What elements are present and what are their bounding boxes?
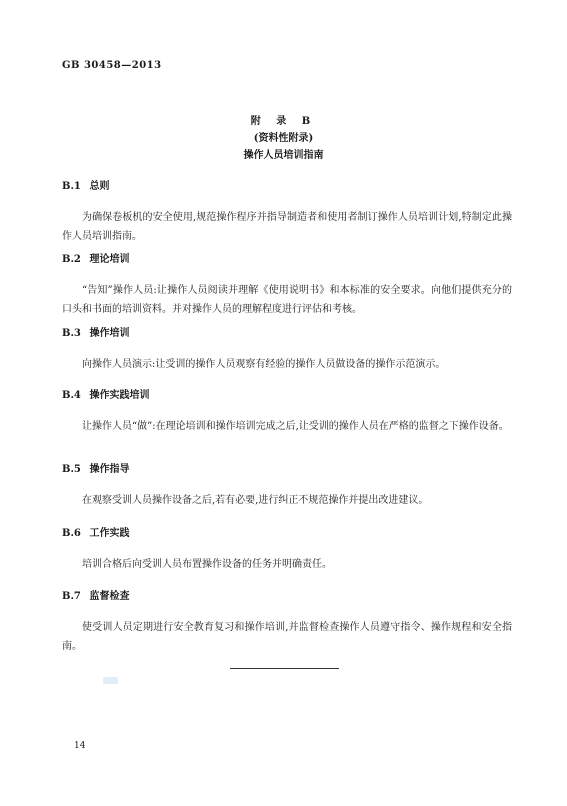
section-title: [62, 180, 512, 194]
section-number: B.5: [62, 464, 81, 475]
section-number: B.3: [62, 328, 81, 339]
section-b3: [62, 327, 512, 374]
section-body: “告知”操作人员:让操作人员阅读并理解《使用说明书》和本标准的安全要求。向他们提供充分的口头和书面的培训资料。并对操作人员的理解程度进行评估和考核。: [62, 285, 512, 315]
section-number: B.4: [62, 390, 81, 401]
end-rule: [230, 668, 339, 669]
section-number: B.7: [62, 591, 81, 602]
section-body: 使受训人员定期进行安全教育复习和操作培训,并监督检查操作人员遵守指令、操作规程和安全指南。: [62, 622, 512, 652]
appendix-heading: [0, 113, 567, 164]
section-title: [62, 527, 512, 541]
section-title-text: 工作实践: [89, 528, 130, 539]
section-body: 让操作人员“做”:在理论培训和操作培训完成之后,让受训的操作人员在严格的监督之下操作设备。: [82, 421, 509, 432]
section-b6: [62, 527, 512, 574]
section-title-text: 理论培训: [89, 254, 130, 265]
section-title-text: 监督检查: [89, 591, 130, 602]
standard-code: GB 30458—2013: [62, 60, 162, 71]
section-b7: [62, 590, 512, 656]
faint-stamp-mark: [103, 677, 118, 684]
section-title: [62, 327, 512, 341]
section-b5: [62, 463, 512, 510]
section-b2: [62, 253, 512, 319]
section-b4: [62, 389, 512, 436]
section-title: [62, 389, 512, 403]
section-title: [62, 463, 512, 477]
section-title-text: 操作实践培训: [89, 390, 150, 401]
section-title: [62, 253, 512, 267]
appendix-type: (资料性附录): [253, 133, 314, 144]
section-title-text: 总则: [89, 181, 110, 192]
page-number: 14: [74, 741, 86, 751]
section-number: B.2: [62, 254, 81, 265]
section-number: B.1: [62, 181, 81, 192]
appendix-label: 附 录 B: [250, 116, 317, 127]
section-title: [62, 590, 512, 604]
appendix-title: 操作人员培训指南: [243, 150, 324, 161]
section-title-text: 操作指导: [89, 464, 130, 475]
section-body: 为确保卷板机的安全使用,规范操作程序并指导制造者和使用者制订操作人员培训计划,特制定此操作人员培训指南。: [62, 212, 512, 242]
section-body: 向操作人员演示:让受训的操作人员观察有经验的操作人员做设备的操作示范演示。: [82, 359, 446, 370]
section-body: 培训合格后向受训人员布置操作设备的任务并明确责任。: [82, 559, 332, 570]
section-title-text: 操作培训: [89, 328, 130, 339]
section-b1: [62, 180, 512, 246]
section-body: 在观察受训人员操作设备之后,若有必要,进行纠正不规范操作并提出改进建议。: [82, 495, 429, 506]
section-number: B.6: [62, 528, 81, 539]
